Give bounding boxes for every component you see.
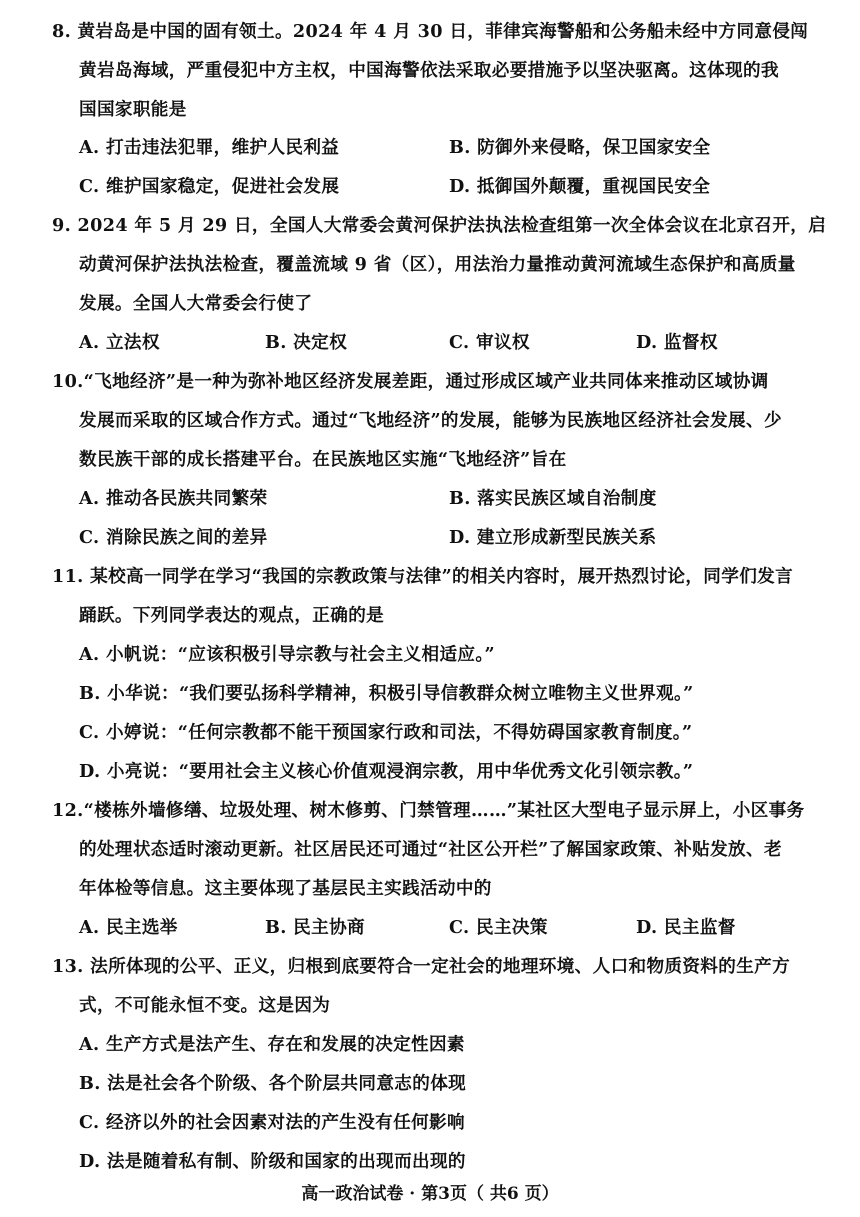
q8-line-1: 8. 黄岩岛是中国的固有领土。2024 年 4 月 30 日，菲律宾海警船和公务船未经中方同意侵闯: [52, 21, 809, 42]
q11-option-b: B. 小华说：“我们要弘扬科学精神，积极引导信教群众树立唯物主义世界观。”: [79, 683, 694, 704]
q12-line-2: 的处理状态适时滚动更新。社区居民还可通过“社区公开栏”了解国家政策、补贴发放、老: [79, 839, 782, 860]
q8-option-b: B. 防御外来侵略，保卫国家安全: [449, 137, 711, 158]
q11-option-a: A. 小帆说：“应该积极引导宗教与社会主义相适应。”: [79, 644, 495, 665]
q9-line-2: 动黄河保护法执法检查，覆盖流域 9 省（区），用法治力量推动黄河流域生态保护和高质量: [79, 254, 796, 275]
q11-option-c: C. 小婷说：“任何宗教都不能干预国家行政和司法，不得妨碍国家教育制度。”: [79, 722, 693, 743]
q12-line-3: 年体检等信息。这主要体现了基层民主实践活动中的: [79, 878, 492, 899]
q12-line-1: 12.“楼栋外墙修缮、垃圾处理、树木修剪、门禁管理……”某社区大型电子显示屏上，小区事务: [52, 800, 805, 821]
q10-line-2: 发展而采取的区域合作方式。通过“飞地经济”的发展，能够为民族地区经济社会发展、少: [79, 410, 782, 431]
q12-option-b: B. 民主协商: [265, 917, 365, 938]
q12-option-a: A. 民主选举: [79, 917, 178, 938]
q10-option-b: B. 落实民族区域自治制度: [449, 488, 657, 509]
q13-line-2: 式，不可能永恒不变。这是因为: [79, 995, 331, 1016]
q9-option-d: D. 监督权: [636, 332, 718, 353]
q10-option-d: D. 建立形成新型民族关系: [449, 527, 657, 548]
q13-option-d: D. 法是随着私有制、阶级和国家的出现而出现的: [79, 1151, 466, 1172]
q8-option-d: D. 抵御国外颠覆，重视国民安全: [449, 176, 711, 197]
q10-line-3: 数民族干部的成长搭建平台。在民族地区实施“飞地经济”旨在: [79, 449, 567, 470]
q10-line-1: 10.“飞地经济”是一种为弥补地区经济发展差距，通过形成区域产业共同体来推动区域协调: [52, 371, 769, 392]
q11-line-2: 踊跃。下列同学表达的观点，正确的是: [79, 605, 385, 626]
q13-option-b: B. 法是社会各个阶级、各个阶层共同意志的体现: [79, 1073, 467, 1094]
q11-line-1: 11. 某校高一同学在学习“我国的宗教政策与法律”的相关内容时，展开热烈讨论，同学们发言: [52, 566, 794, 587]
q8-option-c: C. 维护国家稳定，促进社会发展: [79, 176, 340, 197]
q9-line-1: 9. 2024 年 5 月 29 日，全国人大常委会黄河保护法执法检查组第一次全体会议在北京召开，启: [52, 215, 827, 236]
q9-option-c: C. 审议权: [449, 332, 530, 353]
q13-option-c: C. 经济以外的社会因素对法的产生没有任何影响: [79, 1112, 465, 1133]
q12-option-c: C. 民主决策: [449, 917, 548, 938]
q12-option-d: D. 民主监督: [636, 917, 736, 938]
q13-option-a: A. 生产方式是法产生、存在和发展的决定性因素: [79, 1034, 465, 1055]
q8-option-a: A. 打击违法犯罪，维护人民利益: [79, 137, 340, 158]
q9-option-b: B. 决定权: [265, 332, 348, 353]
q9-option-a: A. 立法权: [79, 332, 160, 353]
q10-option-a: A. 推动各民族共同繁荣: [79, 488, 268, 509]
q13-line-1: 13. 法所体现的公平、正义，归根到底要符合一定社会的地理环境、人口和物质资料的生产方: [52, 956, 791, 977]
q9-line-3: 发展。全国人大常委会行使了: [79, 293, 313, 314]
q11-option-d: D. 小亮说：“要用社会主义核心价值观浸润宗教，用中华优秀文化引领宗教。”: [79, 761, 694, 782]
q8-line-2: 黄岩岛海域，严重侵犯中方主权，中国海警依法采取必要措施予以坚决驱离。这体现的我: [79, 60, 779, 81]
page-footer: 高一政治试卷 · 第3页（ 共6 页）: [301, 1184, 559, 1204]
q8-line-3: 国国家职能是: [79, 99, 187, 120]
q10-option-c: C. 消除民族之间的差异: [79, 527, 268, 548]
